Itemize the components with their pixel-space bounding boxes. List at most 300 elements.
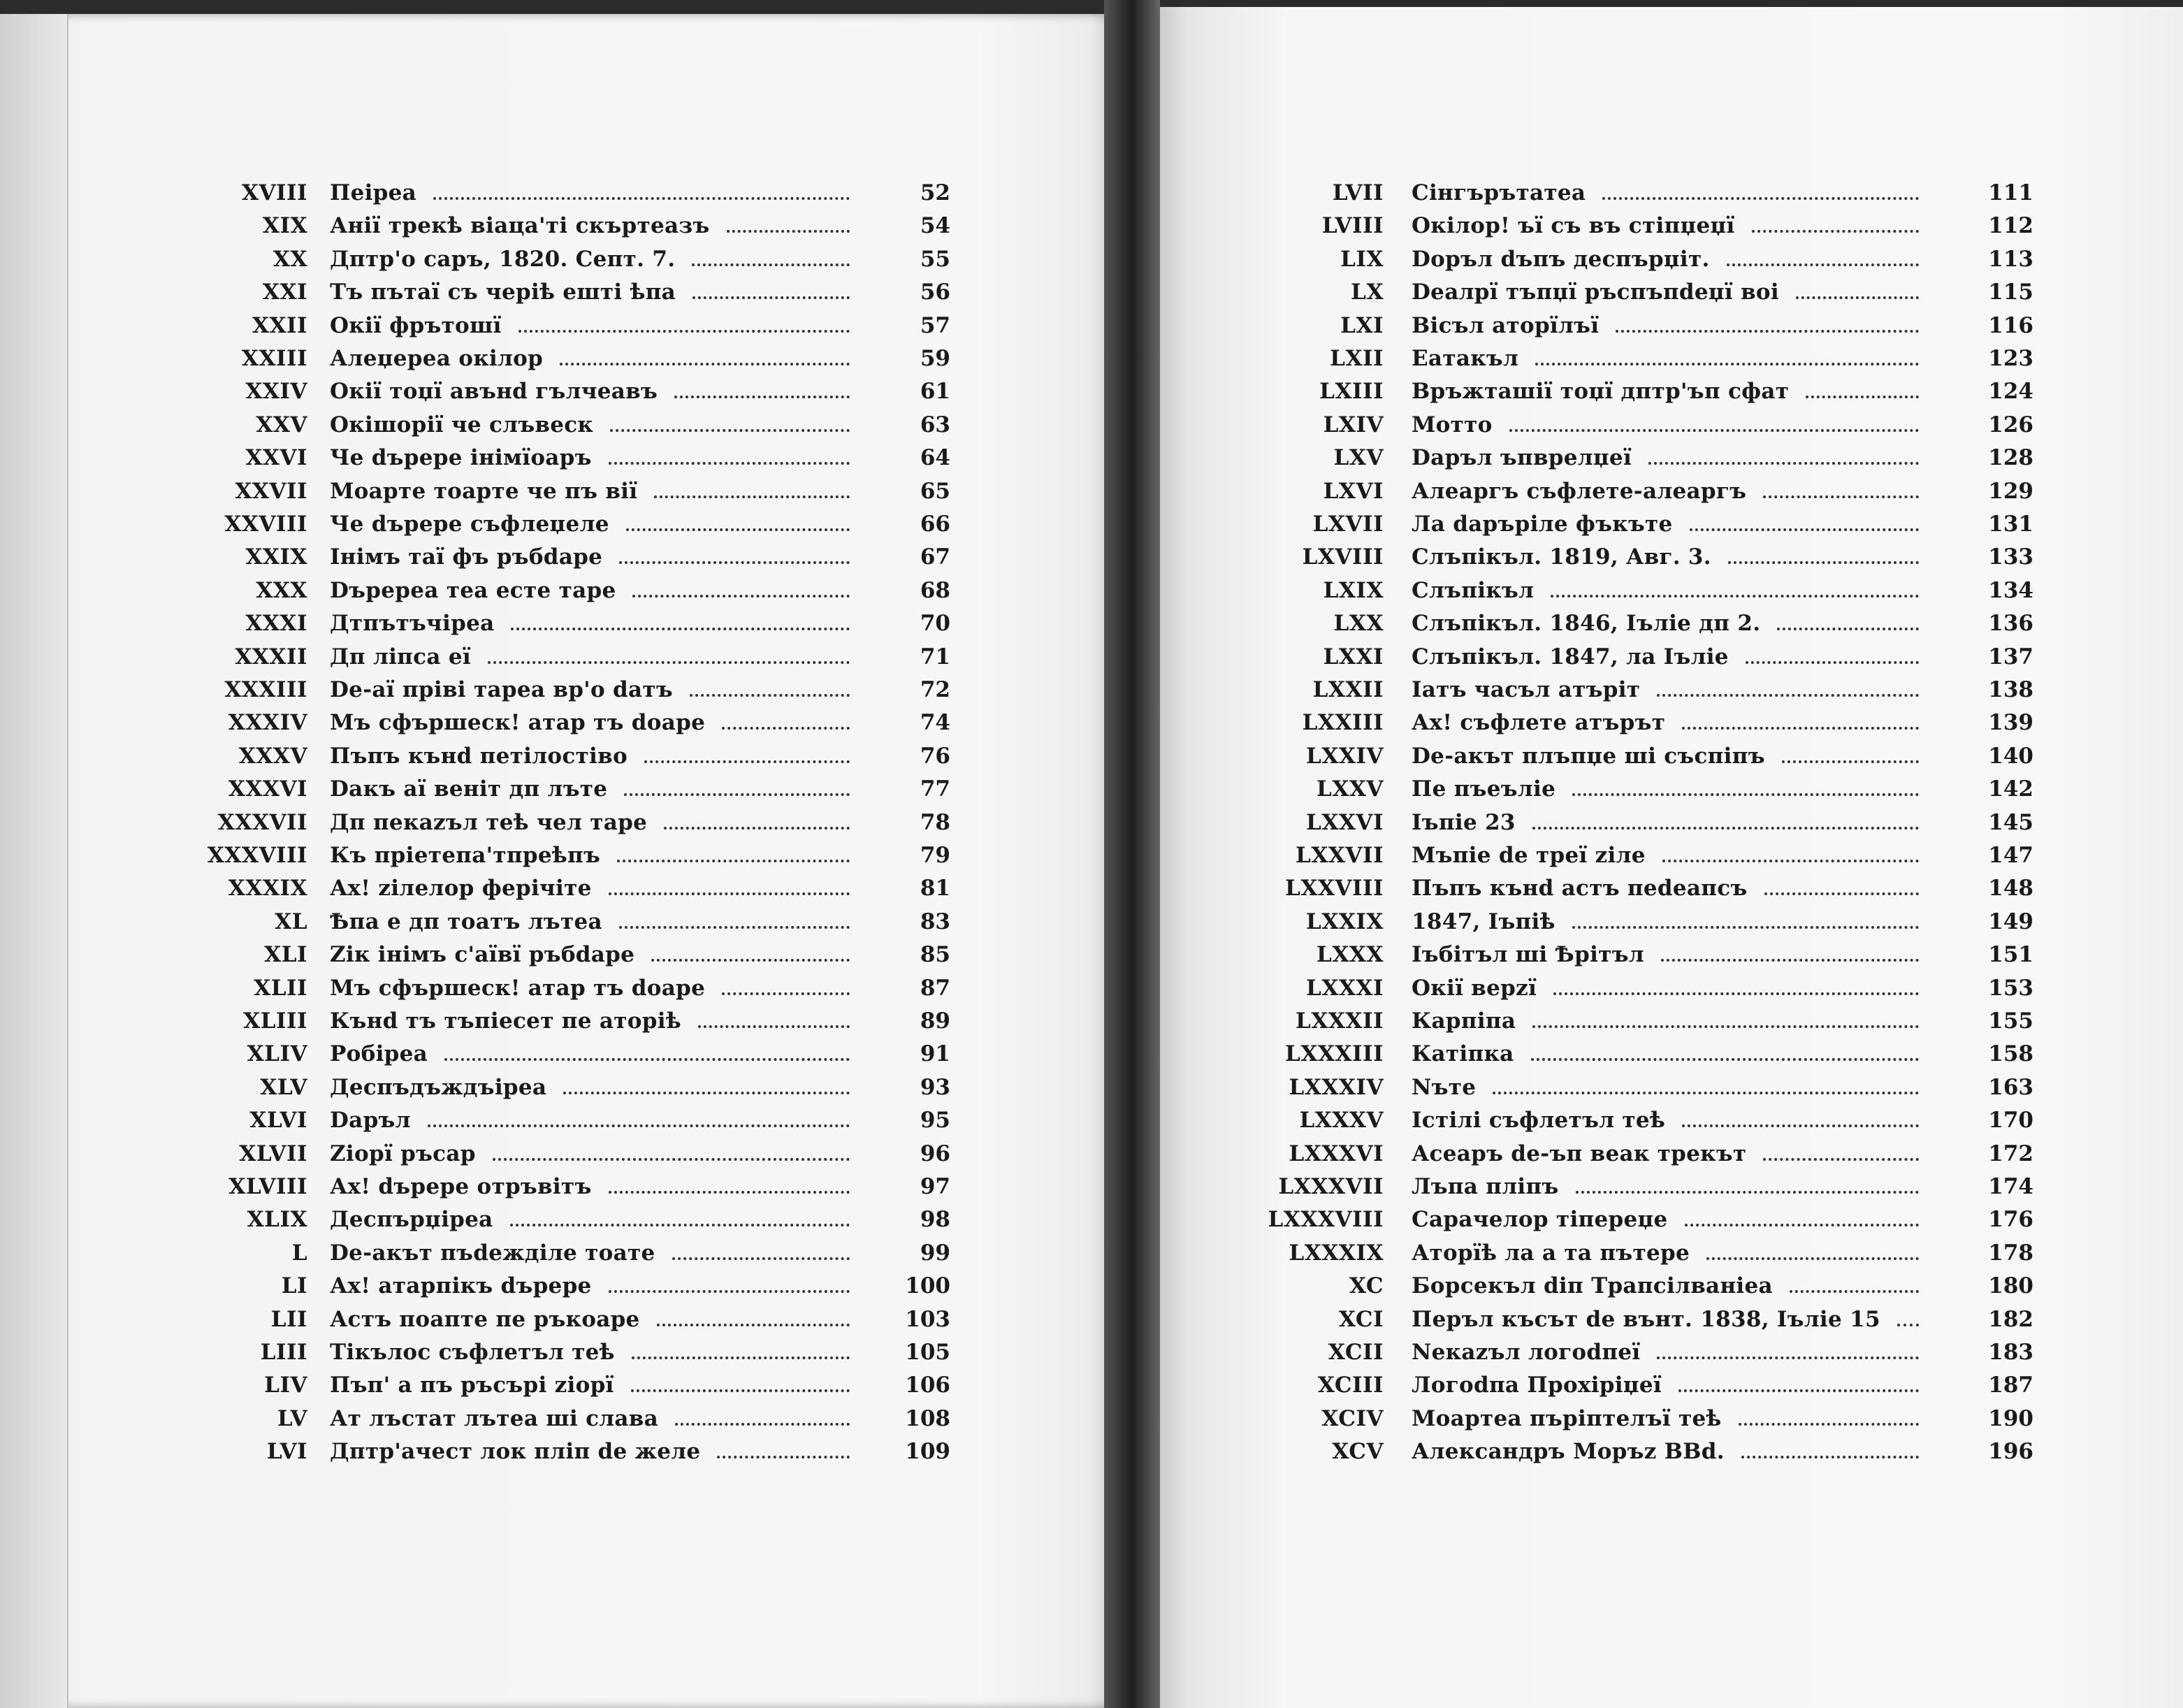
toc-page-number: 59	[920, 346, 950, 371]
toc-entry-title: Карпіпа	[1412, 1008, 1516, 1034]
toc-leader-dots	[654, 495, 850, 498]
toc-entry-title: Лъпа пліпъ	[1412, 1174, 1559, 1199]
toc-chapter-numeral: XC	[1349, 1273, 1384, 1299]
toc-entry	[1244, 1236, 2040, 1270]
toc-entry-title: Аторїѣ ла а та пътере	[1412, 1240, 1690, 1266]
toc-chapter-numeral: XXXVIII	[207, 843, 307, 868]
toc-leader-dots	[651, 959, 850, 962]
toc-chapter-numeral: LXXXIII	[1285, 1041, 1384, 1067]
toc-entry	[154, 739, 950, 773]
toc-leader-dots	[1796, 296, 1919, 299]
toc-chapter-numeral: LXVII	[1312, 512, 1384, 537]
toc-entry	[154, 441, 950, 475]
toc-leader-dots	[1657, 1356, 1919, 1359]
toc-entry	[154, 938, 950, 971]
toc-entry-title: Мъпіе de треї zіле	[1412, 843, 1646, 868]
toc-page-number: 124	[1988, 379, 2033, 405]
toc-page-number: 178	[1988, 1240, 2033, 1266]
toc-page-number: 89	[920, 1008, 950, 1034]
toc-chapter-numeral: XXI	[262, 280, 307, 305]
toc-entry	[1244, 706, 2040, 739]
toc-page-number: 96	[920, 1141, 950, 1166]
toc-entry-title: Окілор! ъї съ въ стіпџеџї	[1412, 213, 1735, 239]
toc-page-number: 99	[920, 1240, 950, 1266]
toc-entry	[1244, 938, 2040, 971]
toc-page-number: 61	[920, 379, 950, 405]
toc-chapter-numeral: XLIV	[247, 1041, 307, 1067]
toc-chapter-numeral: LXXVII	[1296, 843, 1384, 868]
toc-page-number: 142	[1988, 776, 2033, 802]
toc-chapter-numeral: XXIV	[245, 379, 307, 405]
toc-chapter-numeral: LXXX	[1317, 942, 1384, 968]
toc-page-number: 109	[905, 1439, 950, 1465]
toc-leader-dots	[518, 330, 850, 333]
toc-entry-title: Ах! съфлете атърът	[1412, 710, 1666, 736]
toc-entry	[1244, 640, 2040, 674]
toc-entry	[1244, 673, 2040, 707]
toc-entry-title: Dоръл dъпъ деспърџіт.	[1412, 246, 1710, 272]
toc-page-number: 115	[1988, 280, 2033, 305]
toc-page-number: 93	[920, 1074, 950, 1100]
toc-chapter-numeral: LXVI	[1323, 478, 1384, 504]
toc-leader-dots	[632, 595, 850, 598]
toc-chapter-numeral: LIV	[264, 1373, 307, 1398]
toc-entry-title: Окії верzї	[1412, 975, 1537, 1001]
toc-page-number: 106	[905, 1373, 950, 1398]
toc-chapter-numeral: XXXV	[238, 743, 307, 769]
toc-entry-title: Кънd тъ тъпіесет пе аторіѣ	[330, 1008, 681, 1034]
toc-entry	[1244, 971, 2040, 1005]
toc-entry	[154, 176, 950, 210]
toc-leader-dots	[1531, 1058, 1919, 1061]
toc-leader-dots	[1678, 1389, 1919, 1392]
toc-entry-title: Дп пекаzъл теѣ чел таре	[330, 809, 648, 835]
toc-chapter-numeral: LXXVI	[1306, 809, 1384, 835]
toc-page-number: 56	[920, 280, 950, 305]
toc-page-number: 112	[1988, 213, 2033, 239]
toc-entry-title: Пъпъ кънd петілостіво	[330, 743, 628, 769]
toc-leader-dots	[1532, 827, 1919, 830]
toc-chapter-numeral: LVIII	[1321, 213, 1384, 239]
toc-leader-dots	[1657, 694, 1919, 697]
toc-entry-title: Пъп' а пъ ръсърі zіорї	[330, 1373, 614, 1398]
toc-entry	[154, 1137, 950, 1171]
toc-leader-dots	[632, 1356, 850, 1359]
toc-leader-dots	[1661, 959, 1919, 962]
toc-chapter-numeral: XCII	[1328, 1340, 1384, 1365]
toc-page-number: 78	[920, 809, 950, 835]
toc-leader-dots	[1752, 230, 1919, 233]
toc-entry	[154, 275, 950, 309]
toc-chapter-numeral: XXVI	[245, 445, 307, 471]
toc-entry-title: Dаръл ъпврелџеї	[1412, 445, 1632, 471]
toc-leader-dots	[722, 992, 850, 995]
toc-page-number: 63	[920, 412, 950, 437]
toc-leader-dots	[493, 1158, 850, 1161]
toc-entry	[1244, 309, 2040, 342]
toc-page-number: 187	[1988, 1373, 2033, 1398]
toc-entry-title: Дтпътъчіреа	[330, 611, 495, 637]
toc-entry-title: Анії трекѣ віаца'ті скъртеазъ	[330, 213, 710, 239]
toc-leader-dots	[692, 263, 850, 266]
toc-page-number: 70	[920, 611, 950, 637]
toc-chapter-numeral: XVIII	[241, 180, 307, 205]
toc-leader-dots	[1551, 595, 1919, 598]
toc-entry	[1244, 342, 2040, 375]
toc-entry	[1244, 772, 2040, 806]
toc-chapter-numeral: LXII	[1330, 346, 1384, 371]
toc-entry-title: Асеаръ de-ъп веак трекът	[1412, 1141, 1747, 1166]
toc-page-number: 111	[1988, 180, 2033, 205]
toc-leader-dots	[1728, 561, 1919, 564]
toc-entry-title: Інімъ таї фъ ръбdаре	[330, 544, 603, 570]
toc-chapter-numeral: XLV	[260, 1074, 307, 1100]
toc-entry	[1244, 275, 2040, 309]
toc-chapter-numeral: LXXIV	[1306, 743, 1384, 769]
toc-entry-title: Моартеа пъріптелъї теѣ	[1412, 1405, 1722, 1431]
toc-chapter-numeral: LXXXV	[1299, 1108, 1384, 1134]
toc-entry	[1244, 1402, 2040, 1435]
toc-entry	[154, 209, 950, 243]
toc-chapter-numeral: LVI	[266, 1439, 307, 1465]
toc-leader-dots	[675, 1423, 850, 1426]
toc-page-number: 81	[920, 876, 950, 902]
toc-entry	[1244, 1103, 2040, 1137]
toc-leader-dots	[1509, 429, 1919, 432]
toc-entry-title: Тъ пътаї съ черіѣ ешті ѣпа	[330, 280, 676, 305]
toc-chapter-numeral: XLIX	[247, 1207, 307, 1233]
toc-chapter-numeral: XXXVI	[228, 776, 307, 802]
toc-chapter-numeral: XXXII	[235, 644, 307, 670]
toc-chapter-numeral: LXXII	[1312, 677, 1384, 702]
toc-chapter-numeral: LXI	[1340, 312, 1384, 338]
toc-entry	[154, 971, 950, 1005]
toc-entry	[154, 871, 950, 905]
toc-entry	[1244, 1071, 2040, 1104]
toc-entry-title: Слъпікъл. 1819, Авг. 3.	[1412, 544, 1711, 570]
toc-entry	[1244, 475, 2040, 508]
toc-page-number: 66	[920, 512, 950, 537]
toc-entry	[1244, 905, 2040, 939]
toc-chapter-numeral: LXIV	[1323, 412, 1384, 437]
toc-chapter-numeral: XXX	[256, 577, 307, 603]
toc-page-number: 128	[1988, 445, 2033, 471]
book-gutter	[1104, 0, 1160, 1708]
toc-entry	[154, 1103, 950, 1137]
toc-page-number: 116	[1988, 312, 2033, 338]
toc-leader-dots	[609, 892, 850, 895]
toc-entry	[154, 1004, 950, 1038]
toc-page-number: 139	[1988, 710, 2033, 736]
toc-chapter-numeral: LXIX	[1323, 577, 1384, 603]
toc-entry	[154, 1236, 950, 1270]
toc-entry	[1244, 375, 2040, 408]
toc-leader-dots	[1572, 793, 1919, 796]
toc-entry	[154, 905, 950, 939]
toc-chapter-numeral: LX	[1351, 280, 1384, 305]
toc-entry	[1244, 1368, 2040, 1402]
toc-entry	[1244, 1303, 2040, 1336]
toc-leader-dots	[617, 860, 850, 862]
toc-entry-title: Dакъ аї веніт дп лъте	[330, 776, 608, 802]
toc-entry	[1244, 540, 2040, 574]
toc-entry-title: Дп ліпса еї	[330, 644, 471, 670]
toc-chapter-numeral: XCV	[1332, 1439, 1384, 1465]
toc-page-number: 158	[1988, 1041, 2033, 1067]
toc-entry	[1244, 408, 2040, 442]
toc-entry-title: Че dърере інімїоаръ	[330, 445, 592, 471]
toc-leader-dots	[674, 396, 850, 398]
toc-entry	[154, 1170, 950, 1203]
toc-leader-dots	[1662, 860, 1919, 862]
toc-chapter-numeral: XCIII	[1317, 1373, 1384, 1398]
toc-page-number: 137	[1988, 644, 2033, 670]
toc-entry-title: Алеаргъ съфлете-алеаргъ	[1412, 478, 1747, 504]
toc-page-number: 190	[1988, 1405, 2033, 1431]
toc-leader-dots	[1727, 263, 1919, 266]
toc-entry-title: Ах! dърере отръвітъ	[330, 1174, 592, 1199]
toc-chapter-numeral: XXIII	[241, 346, 307, 371]
toc-entry	[154, 1435, 950, 1468]
toc-entry-title: Слъпікъл. 1846, Іъліе дп 2.	[1412, 611, 1761, 637]
toc-leader-dots	[1706, 1257, 1919, 1260]
toc-leader-dots	[1493, 1092, 1919, 1094]
toc-leader-dots	[664, 827, 850, 830]
toc-chapter-numeral: XCIV	[1321, 1405, 1384, 1431]
toc-leader-dots	[1602, 197, 1919, 200]
toc-chapter-numeral: XLVII	[239, 1141, 307, 1166]
toc-leader-dots	[1682, 1124, 1919, 1127]
toc-entry	[1244, 1037, 2040, 1071]
toc-entry-title: Пеpъл късът de вънт. 1838, Іъліе 15	[1412, 1306, 1880, 1332]
toc-chapter-numeral: XLIII	[243, 1008, 307, 1034]
toc-page-number: 126	[1988, 412, 2033, 437]
toc-entry	[154, 1336, 950, 1369]
toc-page-number: 98	[920, 1207, 950, 1233]
toc-page-number: 52	[920, 180, 950, 205]
toc-entry	[1244, 739, 2040, 773]
toc-entry	[154, 1203, 950, 1236]
toc-leader-dots	[1741, 1456, 1919, 1459]
toc-page-number: 87	[920, 975, 950, 1001]
toc-entry-title: Мъ сфършеск! атар тъ dоаре	[330, 975, 706, 1001]
toc-page-number: 103	[905, 1306, 950, 1332]
toc-entry-title: Сарачелор тіпереџе	[1412, 1207, 1668, 1233]
toc-entry	[154, 1368, 950, 1402]
toc-entry	[1244, 607, 2040, 640]
toc-page-number: 97	[920, 1174, 950, 1199]
toc-page-number: 176	[1988, 1207, 2033, 1233]
toc-entry-title: Астъ поапте пе ръкоаре	[330, 1306, 640, 1332]
toc-leader-dots	[428, 1124, 850, 1127]
toc-chapter-numeral: XLVI	[249, 1108, 307, 1134]
toc-entry-title: Борсекъл dіп Трапсілваніеа	[1412, 1273, 1773, 1299]
toc-entry-title: De-акът плъпџе ші съспіпъ	[1412, 743, 1765, 769]
toc-leader-dots	[563, 1092, 850, 1094]
toc-entry-title: Мъ сфършеск! атар тъ dоаре	[330, 710, 706, 736]
toc-entry-title: Сінгърътатеа	[1412, 180, 1586, 205]
toc-entry-title: Алеџереа окілор	[330, 346, 544, 371]
toc-entry-title: Моарте тоарте че пъ вії	[330, 478, 638, 504]
toc-leader-dots	[1572, 926, 1919, 929]
toc-entry	[154, 1071, 950, 1104]
toc-chapter-numeral: LXXIX	[1306, 909, 1384, 934]
toc-entry-title: Dъререа теа есте таре	[330, 577, 616, 603]
toc-page-number: 113	[1988, 246, 2033, 272]
toc-entry-title: Робіреа	[330, 1041, 428, 1067]
toc-chapter-numeral: LXXXVI	[1289, 1141, 1384, 1166]
toc-chapter-numeral: XXII	[252, 312, 307, 338]
toc-chapter-numeral: LXV	[1333, 445, 1384, 471]
toc-entry-title: Слъпікъл. 1847, ла Іъліе	[1412, 644, 1729, 670]
toc-page-number: 182	[1988, 1306, 2033, 1332]
toc-entry	[1244, 871, 2040, 905]
toc-entry-title: De-аї пріві тареа вр'о dатъ	[330, 677, 673, 702]
toc-entry	[154, 1402, 950, 1435]
toc-entry	[1244, 839, 2040, 872]
toc-leader-dots	[1897, 1324, 1919, 1326]
toc-entry-title: Тікълос съфлетъл теѣ	[330, 1340, 615, 1365]
toc-page-number: 95	[920, 1108, 950, 1134]
toc-entry-title: Къ пріетепа'тпреѣпъ	[330, 843, 601, 868]
toc-entry-title: Zіорї ръсар	[330, 1141, 476, 1166]
toc-leader-dots	[1682, 727, 1919, 730]
toc-page-number: 108	[905, 1405, 950, 1431]
toc-entry	[154, 607, 950, 640]
toc-chapter-numeral: XXIX	[245, 544, 307, 570]
toc-entry-title: Логоdпа Прохіріџеї	[1412, 1373, 1662, 1398]
toc-entry	[154, 839, 950, 872]
toc-leader-dots	[644, 760, 850, 763]
toc-entry	[154, 1269, 950, 1303]
toc-entry-title: Пеіреа	[330, 180, 417, 205]
toc-leader-dots	[444, 1058, 850, 1061]
toc-leader-dots	[510, 1224, 850, 1226]
toc-entry	[154, 806, 950, 839]
toc-chapter-numeral: XXV	[256, 412, 307, 437]
toc-leader-dots	[619, 926, 850, 929]
toc-leader-dots	[433, 197, 850, 200]
toc-entry	[154, 475, 950, 508]
toc-chapter-numeral: XLI	[264, 942, 307, 968]
toc-entry-title: Деспърџіреа	[330, 1207, 493, 1233]
toc-page-number: 147	[1988, 843, 2033, 868]
toc-entry	[154, 243, 950, 276]
toc-page-number: 131	[1988, 512, 2033, 537]
toc-leader-dots	[631, 1389, 850, 1392]
toc-entry-title: Dеалрї тъпџї ръспъпdеџї воі	[1412, 280, 1779, 305]
toc-leader-dots	[672, 1257, 850, 1260]
toc-entry	[154, 507, 950, 541]
toc-entry-title: Слъпікъл	[1412, 577, 1535, 603]
toc-entry	[154, 574, 950, 607]
toc-chapter-numeral: LXXI	[1323, 644, 1384, 670]
toc-entry-title: Че dърере съфлеџеле	[330, 512, 609, 537]
toc-chapter-numeral: XCI	[1338, 1306, 1384, 1332]
toc-chapter-numeral: XXXIII	[224, 677, 307, 702]
toc-leader-dots	[690, 694, 850, 697]
toc-page-number: 174	[1988, 1174, 2033, 1199]
toc-chapter-numeral: LXXV	[1317, 776, 1384, 802]
toc-entry	[1244, 1269, 2040, 1303]
toc-leader-dots	[1777, 628, 1919, 630]
toc-page-number: 105	[905, 1340, 950, 1365]
toc-entry	[154, 375, 950, 408]
toc-leader-dots	[560, 363, 850, 366]
toc-leader-dots	[1782, 760, 1919, 763]
toc-page-number: 74	[920, 710, 950, 736]
toc-leader-dots	[722, 727, 850, 730]
toc-chapter-numeral: LIII	[260, 1340, 307, 1365]
toc-page-number: 163	[1988, 1074, 2033, 1100]
toc-chapter-numeral: XXXIX	[228, 876, 307, 902]
toc-chapter-numeral: LXVIII	[1302, 544, 1384, 570]
toc-chapter-numeral: XX	[273, 246, 307, 272]
toc-entry	[1244, 1137, 2040, 1171]
toc-chapter-numeral: LV	[277, 1405, 307, 1431]
toc-page-number: 57	[920, 312, 950, 338]
toc-chapter-numeral: XL	[275, 909, 307, 934]
toc-page-number: 172	[1988, 1141, 2033, 1166]
toc-leader-dots	[619, 561, 850, 564]
toc-entry-title: Дптр'ачест лок пліп de желе	[330, 1439, 701, 1465]
toc-entry	[154, 1303, 950, 1336]
toc-chapter-numeral: LI	[281, 1273, 307, 1299]
toc-entry-title: Еатакъл	[1412, 346, 1519, 371]
toc-leader-dots	[1763, 1158, 1919, 1161]
toc-chapter-numeral: XXXIV	[228, 710, 307, 736]
toc-entry-title: Ат лъстат лътеа ші слава	[330, 1405, 659, 1431]
toc-page-number: 123	[1988, 346, 2033, 371]
toc-entry	[1244, 441, 2040, 475]
toc-entry	[1244, 176, 2040, 210]
toc-page-number: 64	[920, 445, 950, 471]
toc-page-number: 183	[1988, 1340, 2033, 1365]
toc-leader-dots	[727, 230, 850, 233]
toc-chapter-numeral: LII	[270, 1306, 307, 1332]
toc-entry-title: Істілі съфлетъл теѣ	[1412, 1108, 1666, 1134]
toc-page-number: 170	[1988, 1108, 2033, 1134]
toc-entry	[1244, 806, 2040, 839]
toc-chapter-numeral: XLVIII	[229, 1174, 307, 1199]
toc-leader-dots	[488, 661, 850, 664]
toc-entry	[154, 640, 950, 674]
toc-leader-dots	[609, 1191, 850, 1194]
toc-page-number: 133	[1988, 544, 2033, 570]
toc-chapter-numeral: L	[291, 1240, 307, 1266]
toc-entry-title: Окії фрътошї	[330, 312, 502, 338]
toc-leader-dots	[717, 1456, 850, 1459]
toc-entry-title: Окішорії че слъвеск	[330, 412, 594, 437]
toc-leader-dots	[1553, 992, 1919, 995]
toc-entry	[1244, 507, 2040, 541]
toc-leader-dots	[1532, 1025, 1919, 1028]
toc-entry	[1244, 574, 2040, 607]
toc-leader-dots	[1648, 462, 1919, 465]
toc-chapter-numeral: LVII	[1332, 180, 1384, 205]
toc-leader-dots	[1616, 330, 1919, 333]
toc-leader-dots	[626, 528, 850, 531]
toc-page-number: 151	[1988, 942, 2033, 968]
toc-leader-dots	[610, 429, 850, 432]
toc-leader-dots	[511, 628, 850, 630]
toc-page-number: 65	[920, 478, 950, 504]
toc-entry-title: Ѣпа е дп тоатъ лътеа	[330, 909, 602, 934]
toc-entry-title: Вісъл аторїлъї	[1412, 312, 1600, 338]
toc-chapter-numeral: LXXVIII	[1285, 876, 1384, 902]
toc-page-number: 91	[920, 1041, 950, 1067]
toc-entry	[154, 408, 950, 442]
